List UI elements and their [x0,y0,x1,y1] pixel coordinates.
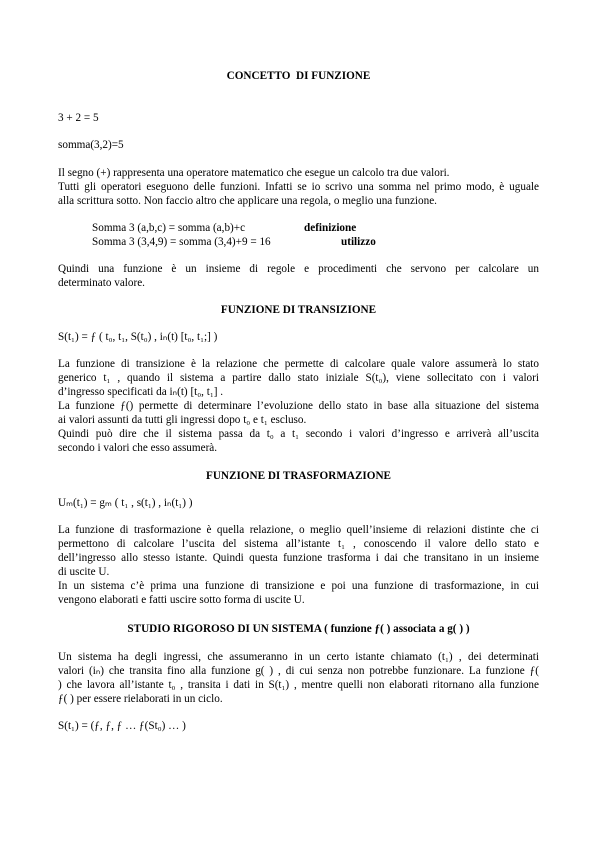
transition-formula: S(t₁) = ƒ ( t₀, t₁, S(t₀) , iₙ(t) [t₀, t₁;] ) [58,331,218,343]
transformation-line-5: In un sistema c’è prima una funzione di transizione e poi una funzione di trasformazione, in cui [58,580,539,592]
final-formula: S(t₁) = (ƒ, ƒ, ƒ … ƒ(St₀) … ) [58,720,186,732]
intro-line-1: Il segno (+) rappresenta una operatore matematico che esegue un calcolo tra due valori. [58,167,450,179]
transformation-formula: Uₘ(t₁) = gₘ ( t₁ , s(t₁) , iₙ(t₁) ) [58,497,193,509]
equation-function: somma(3,2)=5 [58,139,124,151]
intro-line-3: alla scrittura sotto. Non faccio altro che applicare una regola, o meglio una funzione. [58,195,437,207]
transition-line-5: ai valori assunti da tutti gli ingressi dopo t₀ e t₁ escluso. [58,414,307,426]
heading-transizione: FUNZIONE DI TRANSIZIONE [220,304,377,316]
heading-studio-rigoroso: STUDIO RIGOROSO DI UN SISTEMA ( funzione ƒ( ) associata a g( ) ) [127,623,470,635]
example-usage: Somma 3 (3,4,9) = somma (3,4)+9 = 16 [92,236,271,248]
transition-line-4: La funzione ƒ() permette di determinare l’evoluzione dello stato in base alla situazione del sistema [58,400,539,412]
definition-line-1: Quindi una funzione è un insieme di regole e procedimenti che servono per calcolare un [58,263,539,275]
study-line-4: ƒ( ) per essere rielaborati in un ciclo. [58,693,223,705]
study-line-1: Un sistema ha degli ingressi, che assumeranno in un certo istante chiamato (t₁) , dei determinati [58,651,539,663]
transition-line-1: La funzione di transizione è la relazione che permette di calcolare quale valore assumerà lo stato [58,358,539,370]
transformation-line-4: di uscite U. [58,566,110,578]
page-title: CONCETTO DI FUNZIONE [226,70,371,82]
transformation-line-3: dell’ingresso allo stesso istante. Quindi questa funzione trasforma i dai che transitano in un insieme [58,552,539,564]
example-definition-label: definizione [304,222,357,234]
heading-trasformazione: FUNZIONE DI TRASFORMAZIONE [205,470,392,482]
transition-line-7: secondo i valori che esso assumerà. [58,442,218,454]
example-definition: Somma 3 (a,b,c) = somma (a,b)+c [92,222,246,234]
transition-line-2: generico t₁ , quando il sistema a partire dallo stato iniziale S(t₀), viene sollecitato con i valori [58,372,539,384]
transition-line-3: d’ingresso specificati da iₙ(t) [t₀, t₁] . [58,386,224,398]
study-line-2: valori (iₙ) che transita fino alla funzione g( ) , di cui senza non potrebbe funzionare. La funzione ƒ( [58,665,539,677]
transformation-line-2: permettono di calcolare l’uscita del sistema all’istante t₁ , conoscendo il valore dello stato e [58,538,539,550]
transition-line-6: Quindi può dire che il sistema passa da t₀ a t₁ secondo i valori d’ingresso e arriverà all’uscita [58,428,539,440]
transformation-line-6: vengono elaborati e fatti uscire sotto forma di uscite U. [58,594,305,606]
example-usage-label: utilizzo [341,236,376,248]
definition-line-2: determinato valore. [58,277,145,289]
study-line-3: ) che lavora all’istante t₀ , transita i dati in S(t₁) , mentre quelli non elaborati ritornano alla funzione [58,679,539,691]
equation-sum: 3 + 2 = 5 [58,112,99,124]
transformation-line-1: La funzione di trasformazione è quella relazione, o meglio quell’insieme di relazioni distinte che ci [58,524,539,536]
intro-line-2: Tutti gli operatori eseguono delle funzioni. Infatti se io scrivo una somma nel primo modo, è uguale [58,181,539,193]
